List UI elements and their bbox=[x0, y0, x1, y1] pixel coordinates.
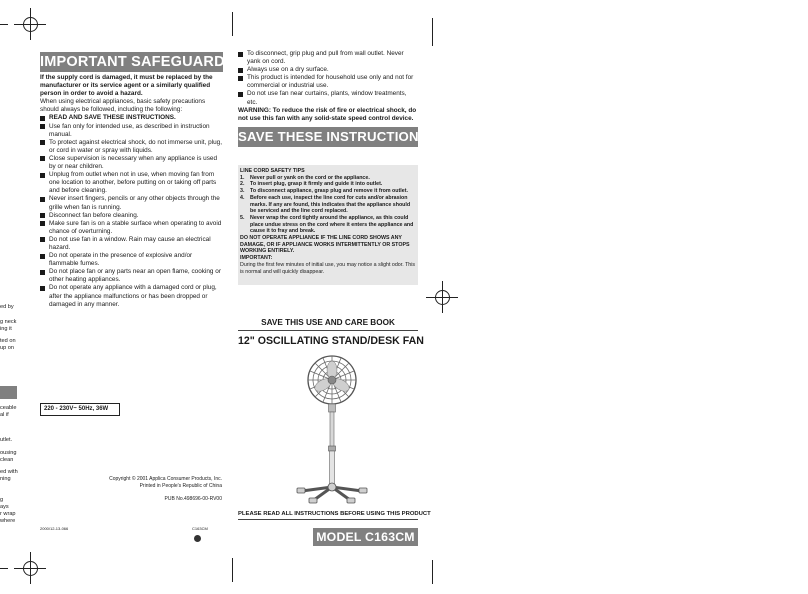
safeguard-item: Close supervision is necessary when any appliance is used by or near children. bbox=[40, 155, 223, 171]
tip-item bbox=[240, 195, 416, 215]
important-text: During the first few minutes of initial use, you may notice a slight odor. This is normal and will quickly disappear. bbox=[240, 261, 416, 275]
safeguard-item: Do not operate in the presence of explosive and/or flammable fumes. bbox=[40, 252, 223, 268]
save-instructions-title: SAVE THESE INSTRUCTIONS bbox=[238, 129, 428, 144]
tip-number: 3. bbox=[240, 188, 245, 195]
right-top-text bbox=[238, 50, 418, 123]
edge-fragment: ted on bbox=[0, 338, 16, 344]
electrical-rating-box bbox=[40, 403, 120, 416]
edge-fragment: ceable bbox=[0, 405, 17, 411]
safeguard-item: Do not operate any appliance with a damaged cord or plug, after the appliance malfunctions or has been dropped or damaged in any manner. bbox=[40, 284, 223, 308]
tip-item bbox=[240, 188, 416, 195]
edge-fragment: ing it bbox=[0, 326, 12, 332]
please-read-rule bbox=[238, 519, 418, 520]
crop-mark-left-top bbox=[0, 24, 8, 25]
edge-fragment: utlet. bbox=[0, 437, 13, 443]
tip-text: Before each use, inspect the line cord for cuts and/or abrasion marks. If any are found, this indicates that the appliance should be serviced and the line cord replaced. bbox=[250, 194, 411, 215]
recycle-icon bbox=[194, 535, 201, 542]
supply-cord-notice: If the supply cord is damaged, it must be replaced by the manufacturer or its service agent or a similarly qualified person in order to avoid a hazard. bbox=[40, 74, 213, 98]
registration-mark-top-left bbox=[20, 14, 40, 34]
edge-fragment: up on bbox=[0, 345, 14, 351]
edge-fragment: al if bbox=[0, 412, 9, 418]
model-number: MODEL C163CM bbox=[316, 530, 415, 544]
tips-list bbox=[240, 175, 416, 235]
model-banner bbox=[313, 528, 418, 546]
edge-fragments-bottom bbox=[0, 405, 20, 525]
edge-fragment: g neck bbox=[0, 319, 17, 325]
important-safeguards-title: IMPORTANT SAFEGUARDS bbox=[40, 54, 235, 70]
edge-fragment: ed with bbox=[0, 469, 18, 475]
fan-height-collar bbox=[329, 446, 336, 451]
tip-number: 2. bbox=[240, 181, 245, 188]
fan-upper-pole bbox=[330, 412, 334, 448]
crop-mark-bottom-right bbox=[432, 560, 433, 584]
safeguards-list bbox=[40, 114, 223, 308]
tip-text: Never pull or yank on the cord or the appliance. bbox=[250, 174, 370, 181]
tip-item bbox=[240, 181, 416, 188]
tip-text: To disconnect appliance, grasp plug and remove it from outlet. bbox=[250, 188, 408, 195]
edge-fragment: r wrap bbox=[0, 511, 16, 517]
please-read-heading: PLEASE READ ALL INSTRUCTIONS BEFORE USING THIS PRODUCT bbox=[238, 511, 431, 517]
safeguard-item: To disconnect, grip plug and pull from wall outlet. Never yank on cord. bbox=[238, 50, 418, 66]
safeguards-text bbox=[40, 74, 223, 309]
fan-motor-neck bbox=[329, 404, 336, 412]
safeguard-item: To protect against electrical shock, do not immerse unit, plug, or cord in water or spray with liquids. bbox=[40, 139, 223, 155]
important-safeguards-banner bbox=[40, 52, 235, 72]
edge-fragment: where bbox=[0, 518, 16, 524]
save-book-rule bbox=[238, 330, 418, 331]
tip-number: 1. bbox=[240, 174, 245, 181]
tips-title: LINE CORD SAFETY TIPS bbox=[240, 168, 305, 174]
fan-hub bbox=[328, 376, 336, 384]
fan-cross-base bbox=[297, 483, 367, 503]
safeguard-item: This product is intended for household use only and not for commercial or industrial use. bbox=[238, 74, 418, 90]
safeguard-item: Always use on a dry surface. bbox=[238, 66, 418, 74]
safeguard-item: Never insert fingers, pencils or any other objects through the grille when fan is running. bbox=[40, 195, 223, 211]
product-title: 12" OSCILLATING STAND/DESK FAN bbox=[238, 335, 424, 347]
edge-fragment: ning bbox=[0, 476, 11, 482]
tip-text: Never wrap the cord tightly around the appliance, as this could place undue stress on the cord where it enters the appliance and cause it to fray and break. bbox=[250, 214, 414, 235]
tip-number: 4. bbox=[240, 194, 245, 201]
edge-fragment: ays bbox=[0, 504, 9, 510]
crop-mark-top-center bbox=[232, 12, 233, 36]
safeguards-list-continued bbox=[238, 50, 418, 107]
tip-text: To insert plug, grasp it firmly and guide it into outlet. bbox=[250, 181, 383, 188]
electrical-rating: 220 - 230V~ 50Hz, 36W bbox=[44, 406, 109, 412]
edge-fragment: clean bbox=[0, 457, 14, 463]
safeguard-item: Disconnect fan before cleaning. bbox=[40, 212, 223, 220]
tip-number: 5. bbox=[240, 214, 245, 221]
save-instructions-banner bbox=[238, 127, 428, 147]
registration-mark-right bbox=[432, 287, 452, 307]
tip-item bbox=[240, 175, 416, 182]
print-code-left: 2000/12-13-066 bbox=[40, 526, 69, 531]
safeguard-item: Make sure fan is on a stable surface when operating to avoid chance of overturning. bbox=[40, 220, 223, 236]
stand-fan-illustration bbox=[290, 348, 374, 508]
copyright-block bbox=[100, 476, 222, 503]
tip-item bbox=[240, 215, 416, 235]
print-code-right: C163CM bbox=[192, 526, 208, 531]
important-label: IMPORTANT: bbox=[240, 255, 273, 262]
safeguard-item: Do not use fan near curtains, plants, window treatments, etc. bbox=[238, 90, 418, 106]
safeguard-item: Use fan only for intended use, as described in instruction manual. bbox=[40, 123, 223, 139]
damage-notice: DO NOT OPERATE APPLIANCE IF THE LINE CORD SHOWS ANY DAMAGE, OR IF APPLIANCE WORKS INTERMITTENTLY OR STOPS WORKING ENTIRELY. bbox=[240, 235, 410, 255]
registration-mark-bottom-left bbox=[20, 558, 40, 578]
printed-in-text: Printed in People's Republic of China bbox=[139, 483, 222, 489]
safeguard-item: Unplug from outlet when not in use, when moving fan from one location to another, before putting on or taking off parts and before cleaning. bbox=[40, 171, 223, 195]
safeguard-item: Do not use fan in a window. Rain may cause an electrical hazard. bbox=[40, 236, 223, 252]
edge-fragment: ousing bbox=[0, 450, 17, 456]
safeguards-intro: When using electrical appliances, basic safety precautions should always be followed, including the following: bbox=[40, 98, 206, 114]
crop-mark-top-right bbox=[432, 18, 433, 46]
edge-fragment: ed by bbox=[0, 304, 14, 310]
publication-number: PUB No.498696-00-RV00 bbox=[164, 496, 222, 502]
safeguard-item: Do not place fan or any parts near an open flame, cooking or other heating appliances. bbox=[40, 268, 223, 284]
edge-fragments-top bbox=[0, 304, 20, 352]
save-book-heading: SAVE THIS USE AND CARE BOOK bbox=[261, 318, 395, 327]
edge-gray-band bbox=[0, 386, 17, 399]
warning-text: WARNING: To reduce the risk of fire or electrical shock, do not use this fan with any solid-state speed control device. bbox=[238, 106, 417, 122]
crop-mark-left-bottom bbox=[0, 568, 8, 569]
edge-fragment: g bbox=[0, 497, 4, 503]
copyright-text: Copyright © 2001 Applica Consumer Products, Inc. bbox=[109, 476, 222, 482]
crop-mark-bottom-center bbox=[232, 558, 233, 582]
line-cord-tips-box bbox=[238, 165, 418, 285]
fan-lower-pole bbox=[330, 451, 335, 486]
safeguard-item: READ AND SAVE THESE INSTRUCTIONS. bbox=[40, 114, 223, 122]
